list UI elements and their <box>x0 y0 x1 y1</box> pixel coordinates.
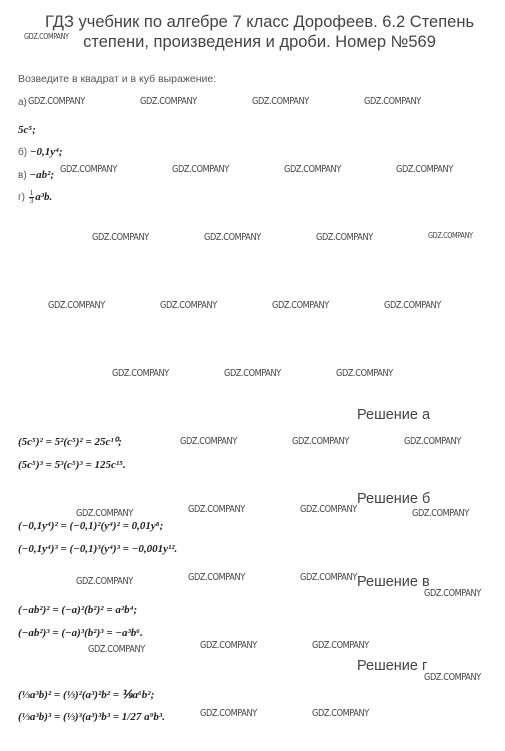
solution-a-heading: Решение а <box>357 407 431 423</box>
watermark: GDZ.COMPANY <box>252 96 309 107</box>
watermark: GDZ.COMPANY <box>364 96 421 107</box>
task-item-g <box>18 190 52 205</box>
task-g-expression: a³b. <box>35 191 53 204</box>
task-a-label: а) <box>18 97 27 108</box>
watermark: GDZ.COMPANY <box>404 436 461 447</box>
watermark: GDZ.COMPANY <box>292 436 349 447</box>
solution-g-line-2: (⅓a³b)³ = (⅓)³(a³)³b³ = 1/27 a⁹b³. <box>18 711 165 723</box>
task-item-b <box>18 146 63 158</box>
watermark: GDZ.COMPANY <box>224 368 281 379</box>
watermark: GDZ.COMPANY <box>424 588 481 599</box>
task-b-label: б) <box>18 147 28 158</box>
task-item-v <box>18 169 54 181</box>
task-a-expression: 5c⁵; <box>18 124 36 136</box>
task-b-expression: −0,1y⁴; <box>29 146 63 158</box>
solution-v-line-1: (−ab²)² = (−a)²(b²)² = a²b⁴; <box>18 604 138 616</box>
watermark: GDZ.COMPANY <box>200 708 257 719</box>
watermark: GDZ.COMPANY <box>112 368 169 379</box>
watermark: GDZ.COMPANY <box>24 32 69 41</box>
solution-v-heading: Решение в <box>357 574 430 590</box>
solution-a-line-2: (5c⁵)³ = 5³(c⁵)³ = 125c¹⁵. <box>18 459 126 471</box>
watermark: GDZ.COMPANY <box>300 572 357 583</box>
watermark: GDZ.COMPANY <box>180 436 237 447</box>
solution-v-line-2: (−ab²)³ = (−a)³(b²)³ = −a³b⁶. <box>18 627 143 639</box>
solution-g-heading: Решение г <box>357 658 428 674</box>
watermark: GDZ.COMPANY <box>28 96 85 107</box>
watermark: GDZ.COMPANY <box>312 640 369 651</box>
watermark: GDZ.COMPANY <box>92 232 149 243</box>
watermark: GDZ.COMPANY <box>188 504 245 515</box>
task-intro: Возведите в квадрат и в куб выражение: <box>18 73 217 85</box>
watermark: GDZ.COMPANY <box>272 300 329 311</box>
watermark: GDZ.COMPANY <box>300 504 357 515</box>
solution-a-line-1: (5c⁵)² = 5²(c⁵)² = 25c¹⁰; <box>18 436 122 448</box>
watermark: GDZ.COMPANY <box>412 508 469 519</box>
task-g-label: г) <box>18 192 25 204</box>
watermark: GDZ.COMPANY <box>316 232 373 243</box>
task-item-a <box>18 96 27 108</box>
watermark: GDZ.COMPANY <box>188 572 245 583</box>
watermark: GDZ.COMPANY <box>48 300 105 311</box>
solution-b-line-1: (−0,1y⁴)² = (−0,1)²(y⁴)² = 0,01y⁸; <box>18 520 164 532</box>
task-v-expression: −ab²; <box>29 169 55 181</box>
solution-b-heading: Решение б <box>357 491 431 507</box>
watermark: GDZ.COMPANY <box>312 708 369 719</box>
page-title: ГДЗ учебник по алгебре 7 класс Дорофеев. 6.2 Степень степени, произведения и дроби. Номер №569 <box>44 13 475 51</box>
watermark: GDZ.COMPANY <box>396 164 453 175</box>
watermark: GDZ.COMPANY <box>424 672 481 683</box>
fraction-one-third: $\frac{1}{3}$ <box>29 189 34 205</box>
watermark: GDZ.COMPANY <box>204 232 261 243</box>
solution-b-line-2: (−0,1y⁴)³ = (−0,1)³(y⁴)³ = −0,001y¹². <box>18 543 178 555</box>
watermark: GDZ.COMPANY <box>384 300 441 311</box>
watermark: GDZ.COMPANY <box>140 96 197 107</box>
watermark: GDZ.COMPANY <box>172 164 229 175</box>
watermark: GDZ.COMPANY <box>160 300 217 311</box>
watermark: GDZ.COMPANY <box>336 368 393 379</box>
watermark: GDZ.COMPANY <box>284 164 341 175</box>
watermark: GDZ.COMPANY <box>200 640 257 651</box>
watermark: GDZ.COMPANY <box>428 231 473 240</box>
solution-g-line-1: (⅓a³b)² = (⅓)²(a³)²b² = ⅑a⁶b²; <box>18 689 155 701</box>
watermark: GDZ.COMPANY <box>76 508 133 519</box>
watermark: GDZ.COMPANY <box>60 164 117 175</box>
watermark: GDZ.COMPANY <box>88 644 145 655</box>
task-v-label: в) <box>18 170 27 181</box>
watermark: GDZ.COMPANY <box>76 576 133 587</box>
